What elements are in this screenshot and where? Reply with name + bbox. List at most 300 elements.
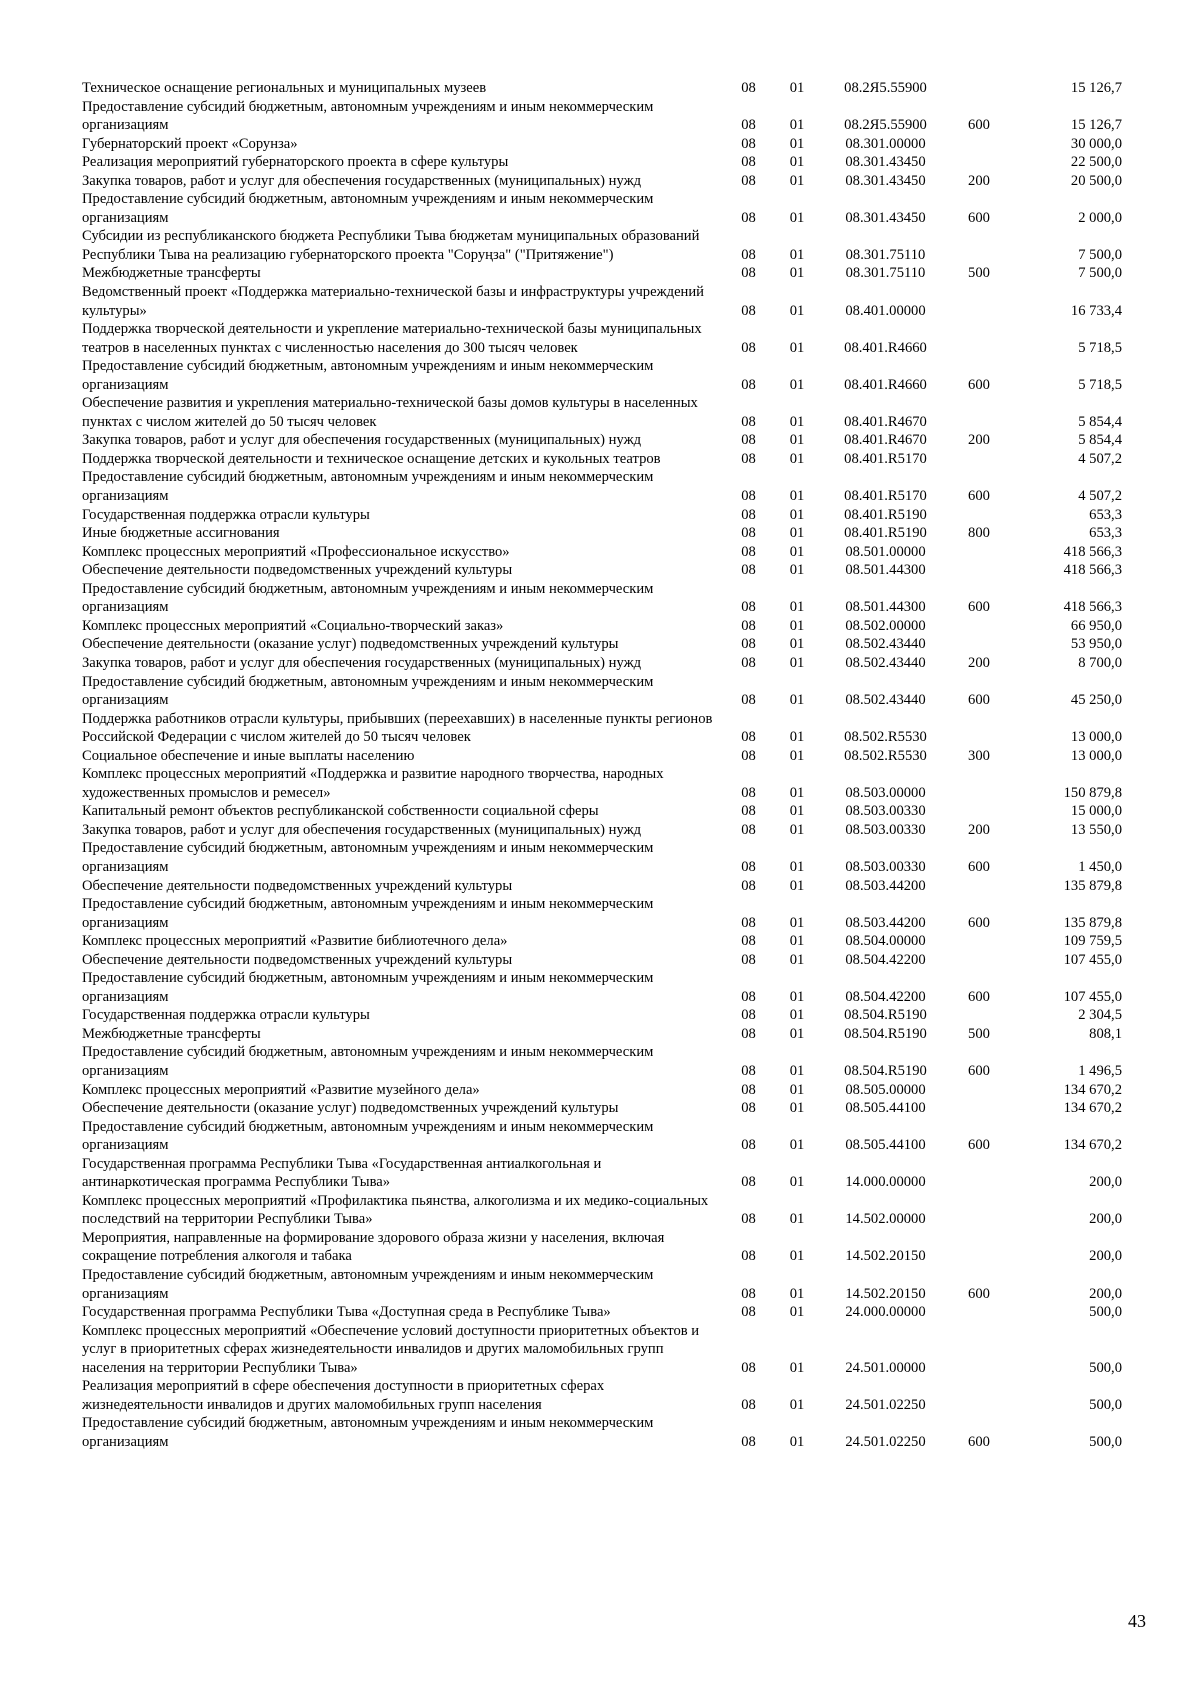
row-section: 08	[741, 172, 756, 189]
row-expense-type: 600	[968, 376, 990, 393]
row-amount: 7 500,0	[1078, 265, 1122, 282]
row-name: Обеспечение развития и укрепления материально-технической базы домов культуры в населенных пунктах с числом жителей до 50 тысяч человек	[82, 395, 698, 430]
table-row	[82, 617, 1122, 636]
table-row	[82, 357, 1122, 394]
row-subsection: 01	[789, 933, 805, 950]
table-row	[82, 580, 1122, 617]
table-row	[82, 153, 1122, 172]
row-name: Предоставление субсидий бюджетным, автономным учреждениям и иным некоммерческим организациям	[82, 191, 654, 226]
row-name: Обеспечение деятельности подведомственных учреждений культуры	[82, 877, 513, 894]
row-expense-type: 600	[968, 1137, 990, 1154]
row-section: 08	[741, 135, 756, 152]
table-row	[82, 1377, 1122, 1414]
row-subsection: 01	[789, 1081, 805, 1098]
row-name: Предоставление субсидий бюджетным, автономным учреждениям и иным некоммерческим организациям	[82, 358, 654, 393]
row-section: 08	[741, 914, 756, 931]
row-name: Государственная программа Республики Тыва «Государственная антиалкогольная и антинаркотическая программа Республики Тыва»	[82, 1155, 602, 1191]
row-target-article: 08.301.43450	[845, 172, 926, 189]
row-amount: 418 566,3	[1063, 543, 1122, 560]
row-target-article: 14.502.20150	[845, 1248, 926, 1265]
row-expense-type	[952, 1377, 1006, 1414]
row-target-article: 08.503.00330	[845, 858, 926, 875]
table-row	[82, 635, 1122, 654]
row-section: 08	[741, 1433, 756, 1450]
table-row	[82, 895, 1122, 932]
table-row	[82, 543, 1122, 562]
row-name: Предоставление субсидий бюджетным, автономным учреждениям и иным некоммерческим организациям	[82, 1118, 654, 1154]
row-amount: 418 566,3	[1063, 599, 1122, 616]
row-subsection: 01	[789, 1285, 805, 1302]
row-amount: 500,0	[1089, 1359, 1122, 1376]
row-section: 08	[741, 729, 756, 746]
row-name: Закупка товаров, работ и услуг для обеспечения государственных (муниципальных) нужд	[82, 432, 642, 449]
row-section: 08	[741, 988, 756, 1005]
table-row	[82, 1025, 1122, 1044]
row-amount: 30 000,0	[1070, 135, 1122, 152]
row-name: Государственная поддержка отрасли культуры	[82, 506, 370, 523]
row-subsection: 01	[789, 1137, 805, 1154]
row-amount: 5 854,4	[1078, 432, 1122, 449]
table-row	[82, 1322, 1122, 1378]
row-expense-type	[952, 394, 1006, 431]
row-amount: 15 126,7	[1070, 80, 1122, 96]
row-subsection: 01	[789, 543, 805, 560]
row-subsection: 01	[789, 154, 805, 171]
row-expense-type	[952, 802, 1006, 821]
row-name: Комплекс процессных мероприятий «Профилактика пьянства, алкоголизма и их медико-социальных последствий на территории Республики Тыва»	[82, 1192, 709, 1228]
row-expense-type	[952, 320, 1006, 357]
row-target-article: 24.501.02250	[845, 1396, 926, 1413]
row-amount: 2 000,0	[1078, 209, 1122, 226]
row-target-article: 24.000.00000	[845, 1304, 926, 1321]
row-name: Социальное обеспечение и иные выплаты населению	[82, 747, 415, 764]
row-subsection: 01	[789, 654, 805, 671]
row-expense-type	[952, 450, 1006, 469]
row-section: 08	[741, 858, 756, 875]
row-name: Межбюджетные трансферты	[82, 265, 261, 282]
row-name: Обеспечение деятельности (оказание услуг) подведомственных учреждений культуры	[82, 1100, 619, 1117]
row-amount: 8 700,0	[1078, 654, 1122, 671]
row-subsection: 01	[789, 506, 805, 523]
row-subsection: 01	[789, 1396, 805, 1413]
row-amount: 22 500,0	[1070, 154, 1122, 171]
row-name: Государственная программа Республики Тыва «Доступная среда в Республике Тыва»	[82, 1304, 611, 1321]
table-row	[82, 932, 1122, 951]
row-section: 08	[741, 117, 756, 134]
row-amount: 53 950,0	[1070, 636, 1122, 653]
table-row	[82, 561, 1122, 580]
row-subsection: 01	[789, 1007, 805, 1024]
row-section: 08	[741, 877, 756, 894]
table-row	[82, 450, 1122, 469]
table-row	[82, 673, 1122, 710]
table-row	[82, 79, 1122, 98]
row-section: 08	[741, 1248, 756, 1265]
row-expense-type	[952, 635, 1006, 654]
table-row	[82, 1118, 1122, 1155]
row-target-article: 08.504.42200	[845, 951, 926, 968]
row-amount: 4 507,2	[1078, 488, 1122, 505]
row-subsection: 01	[789, 172, 805, 189]
row-target-article: 08.503.44200	[845, 877, 926, 894]
row-name: Закупка товаров, работ и услуг для обеспечения государственных (муниципальных) нужд	[82, 654, 642, 671]
row-expense-type: 200	[968, 821, 990, 838]
row-amount: 5 718,5	[1078, 376, 1122, 393]
row-amount: 500,0	[1089, 1396, 1122, 1413]
row-target-article: 08.502.R5530	[844, 729, 927, 746]
row-amount: 200,0	[1089, 1248, 1122, 1265]
row-amount: 15 000,0	[1070, 803, 1122, 820]
row-name: Реализация мероприятий губернаторского проекта в сфере культуры	[82, 154, 509, 171]
row-expense-type	[952, 543, 1006, 562]
table-row	[82, 98, 1122, 135]
row-subsection: 01	[789, 877, 805, 894]
row-subsection: 01	[789, 1248, 805, 1265]
row-name: Субсидии из республиканского бюджета Республики Тыва бюджетам муниципальных образований Республики Тыва на реализацию губернаторского проекта "Соруңза" ("Притяжение")	[82, 228, 700, 263]
row-name: Предоставление субсидий бюджетным, автономным учреждениям и иным некоммерческим организациям	[82, 469, 654, 505]
row-name: Поддержка творческой деятельности и техническое оснащение детских и кукольных театров	[82, 450, 661, 467]
row-section: 08	[741, 1007, 756, 1024]
row-expense-type	[952, 227, 1006, 264]
row-section: 08	[741, 803, 756, 820]
row-subsection: 01	[789, 488, 805, 505]
row-amount: 1 450,0	[1078, 858, 1122, 875]
row-amount: 653,3	[1089, 506, 1122, 523]
row-target-article: 08.504.00000	[845, 933, 926, 950]
row-section: 08	[741, 543, 756, 560]
row-target-article: 08.401.R4660	[844, 339, 927, 356]
row-target-article: 08.501.44300	[845, 562, 926, 579]
row-section: 08	[741, 209, 756, 226]
row-subsection: 01	[789, 265, 805, 282]
row-subsection: 01	[789, 1174, 805, 1191]
row-target-article: 14.502.00000	[845, 1211, 926, 1228]
table-row	[82, 264, 1122, 283]
row-target-article: 08.301.00000	[845, 135, 926, 152]
row-name: Ведомственный проект «Поддержка материально-технической базы и инфраструктуры учреждений культуры»	[82, 284, 704, 319]
row-target-article: 08.301.75110	[845, 246, 926, 263]
row-target-article: 08.301.43450	[845, 154, 926, 171]
table-row	[82, 431, 1122, 450]
row-expense-type: 200	[968, 432, 990, 449]
table-row	[82, 394, 1122, 431]
row-name: Комплекс процессных мероприятий «Поддержка и развитие народного творчества, народных художественных промыслов и ремесел»	[82, 766, 664, 801]
row-expense-type: 600	[968, 209, 990, 226]
table-row	[82, 877, 1122, 896]
row-target-article: 08.501.44300	[845, 599, 926, 616]
row-section: 08	[741, 747, 756, 764]
row-expense-type: 600	[968, 1285, 990, 1302]
row-expense-type	[952, 153, 1006, 172]
table-row	[82, 227, 1122, 264]
row-subsection: 01	[789, 617, 805, 634]
row-name: Губернаторский проект «Сорунза»	[82, 135, 298, 152]
row-name: Комплекс процессных мероприятий «Социально-творческий заказ»	[82, 617, 504, 634]
row-subsection: 01	[789, 858, 805, 875]
row-expense-type	[952, 1192, 1006, 1229]
row-target-article: 08.505.00000	[845, 1081, 926, 1098]
row-section: 08	[741, 1174, 756, 1191]
row-target-article: 08.401.R4670	[844, 432, 927, 449]
row-expense-type: 800	[968, 525, 990, 542]
row-subsection: 01	[789, 636, 805, 653]
row-subsection: 01	[789, 413, 805, 430]
table-row	[82, 821, 1122, 840]
row-expense-type	[952, 710, 1006, 747]
budget-table-body	[82, 79, 1122, 1451]
row-amount: 107 455,0	[1063, 988, 1122, 1005]
row-expense-type: 200	[968, 172, 990, 189]
row-expense-type: 600	[968, 1062, 990, 1079]
row-target-article: 08.401.00000	[845, 302, 926, 319]
table-row	[82, 710, 1122, 747]
row-amount: 66 950,0	[1070, 617, 1122, 634]
row-amount: 15 126,7	[1070, 117, 1122, 134]
row-target-article: 08.503.44200	[845, 914, 926, 931]
row-expense-type	[952, 1322, 1006, 1378]
row-target-article: 08.301.43450	[845, 209, 926, 226]
row-target-article: 08.505.44100	[845, 1137, 926, 1154]
table-row	[82, 1006, 1122, 1025]
row-expense-type: 600	[968, 692, 990, 709]
row-amount: 13 000,0	[1070, 747, 1122, 764]
row-subsection: 01	[789, 209, 805, 226]
row-section: 08	[741, 432, 756, 449]
row-amount: 7 500,0	[1078, 246, 1122, 263]
row-expense-type	[952, 1081, 1006, 1100]
row-target-article: 08.502.43440	[845, 636, 926, 653]
row-name: Закупка товаров, работ и услуг для обеспечения государственных (муниципальных) нужд	[82, 172, 642, 189]
table-row	[82, 1043, 1122, 1080]
row-amount: 135 879,8	[1063, 877, 1122, 894]
table-row	[82, 1303, 1122, 1322]
row-section: 08	[741, 376, 756, 393]
row-amount: 16 733,4	[1070, 302, 1122, 319]
row-name: Поддержка работников отрасли культуры, прибывших (переехавших) в населенные пункты регионов Российской Федерации с числом жителей до 50 тысяч человек	[82, 710, 713, 746]
row-name: Комплекс процессных мероприятий «Развитие библиотечного дела»	[82, 933, 508, 950]
row-name: Комплекс процессных мероприятий «Профессиональное искусство»	[82, 543, 510, 560]
row-name: Закупка товаров, работ и услуг для обеспечения государственных (муниципальных) нужд	[82, 821, 642, 838]
row-name: Обеспечение деятельности подведомственных учреждений культуры	[82, 951, 513, 968]
row-subsection: 01	[789, 246, 805, 263]
row-section: 08	[741, 636, 756, 653]
row-subsection: 01	[789, 729, 805, 746]
table-row	[82, 802, 1122, 821]
table-row	[82, 524, 1122, 543]
row-expense-type	[952, 617, 1006, 636]
row-target-article: 08.401.R5170	[844, 488, 927, 505]
row-amount: 13 000,0	[1070, 729, 1122, 746]
row-amount: 5 718,5	[1078, 339, 1122, 356]
row-target-article: 24.501.02250	[845, 1433, 926, 1450]
row-section: 08	[741, 617, 756, 634]
table-row	[82, 747, 1122, 766]
row-name: Предоставление субсидий бюджетным, автономным учреждениям и иным некоммерческим организациям	[82, 1044, 654, 1079]
row-name: Предоставление субсидий бюджетным, автономным учреждениям и иным некоммерческим организациям	[82, 1267, 654, 1302]
row-name: Техническое оснащение региональных и муниципальных музеев	[82, 80, 487, 96]
row-amount: 808,1	[1089, 1025, 1122, 1042]
row-expense-type: 300	[968, 747, 990, 764]
row-amount: 150 879,8	[1063, 784, 1122, 801]
row-subsection: 01	[789, 1304, 805, 1321]
row-section: 08	[741, 654, 756, 671]
page-number: 43	[1128, 1611, 1146, 1631]
row-name: Предоставление субсидий бюджетным, автономным учреждениям и иным некоммерческим организациям	[82, 98, 654, 134]
row-expense-type: 500	[968, 265, 990, 282]
row-subsection: 01	[789, 339, 805, 356]
row-name: Предоставление субсидий бюджетным, автономным учреждениям и иным некоммерческим организациям	[82, 580, 654, 616]
row-amount: 653,3	[1089, 525, 1122, 542]
row-expense-type	[952, 561, 1006, 580]
row-name: Комплекс процессных мероприятий «Обеспечение условий доступности приоритетных объектов и услуг в приоритетных сферах жизнедеятельности инвалидов и других маломобильных групп населения на территории Республики Тыва»	[82, 1322, 700, 1376]
row-amount: 4 507,2	[1078, 450, 1122, 467]
row-name: Реализация мероприятий в сфере обеспечения доступности в приоритетных сферах жизнедеятельности инвалидов и других маломобильных групп населения	[82, 1378, 605, 1413]
row-amount: 134 670,2	[1063, 1081, 1122, 1098]
row-subsection: 01	[789, 562, 805, 579]
row-section: 08	[741, 1396, 756, 1413]
table-row	[82, 1155, 1122, 1192]
row-name: Поддержка творческой деятельности и укрепление материально-технической базы муниципальных театров в населенных пунктах с численностью населения до 300 тысяч человек	[82, 321, 702, 356]
row-subsection: 01	[789, 821, 805, 838]
row-subsection: 01	[789, 988, 805, 1005]
row-subsection: 01	[789, 80, 805, 96]
row-expense-type	[952, 1229, 1006, 1266]
budget-document	[82, 79, 1122, 1451]
row-target-article: 08.504.R5190	[844, 1062, 927, 1079]
row-target-article: 08.401.R5170	[844, 450, 927, 467]
row-amount: 1 496,5	[1078, 1062, 1122, 1079]
row-expense-type: 600	[968, 858, 990, 875]
row-expense-type	[952, 506, 1006, 525]
table-row	[82, 1192, 1122, 1229]
row-name: Комплекс процессных мероприятий «Развитие музейного дела»	[82, 1081, 480, 1098]
table-row	[82, 969, 1122, 1006]
row-amount: 134 670,2	[1063, 1100, 1122, 1117]
row-target-article: 08.2Я5.55900	[844, 117, 927, 134]
row-target-article: 08.401.R5190	[844, 506, 927, 523]
row-target-article: 08.504.42200	[845, 988, 926, 1005]
row-subsection: 01	[789, 1211, 805, 1228]
row-name: Мероприятия, направленные на формирование здорового образа жизни у населения, включая сокращение потребления алкоголя и табака	[82, 1229, 665, 1265]
row-section: 08	[741, 413, 756, 430]
row-target-article: 08.401.R5190	[844, 525, 927, 542]
row-target-article: 08.502.R5530	[844, 747, 927, 764]
row-target-article: 08.502.43440	[845, 692, 926, 709]
row-amount: 2 304,5	[1078, 1007, 1122, 1024]
table-row	[82, 135, 1122, 154]
row-name: Межбюджетные трансферты	[82, 1025, 261, 1042]
row-expense-type	[952, 932, 1006, 951]
row-amount: 134 670,2	[1063, 1137, 1122, 1154]
table-row	[82, 1229, 1122, 1266]
row-amount: 45 250,0	[1070, 692, 1122, 709]
table-row	[82, 506, 1122, 525]
row-subsection: 01	[789, 1062, 805, 1079]
row-section: 08	[741, 246, 756, 263]
row-target-article: 08.504.R5190	[844, 1007, 927, 1024]
row-subsection: 01	[789, 376, 805, 393]
row-expense-type	[952, 1006, 1006, 1025]
row-target-article: 08.502.43440	[845, 654, 926, 671]
row-subsection: 01	[789, 1433, 805, 1450]
row-expense-type: 600	[968, 488, 990, 505]
row-subsection: 01	[789, 951, 805, 968]
row-target-article: 08.2Я5.55900	[844, 80, 927, 96]
row-section: 08	[741, 1359, 756, 1376]
row-section: 08	[741, 525, 756, 542]
row-expense-type: 600	[968, 914, 990, 931]
row-subsection: 01	[789, 450, 805, 467]
table-row	[82, 172, 1122, 191]
row-name: Обеспечение деятельности (оказание услуг) подведомственных учреждений культуры	[82, 636, 619, 653]
row-amount: 20 500,0	[1070, 172, 1122, 189]
row-subsection: 01	[789, 692, 805, 709]
row-name: Предоставление субсидий бюджетным, автономным учреждениям и иным некоммерческим организациям	[82, 1415, 654, 1450]
row-amount: 13 550,0	[1070, 821, 1122, 838]
row-section: 08	[741, 506, 756, 523]
row-target-article: 08.401.R4660	[844, 376, 927, 393]
row-section: 08	[741, 339, 756, 356]
row-name: Иные бюджетные ассигнования	[82, 525, 280, 542]
row-subsection: 01	[789, 747, 805, 764]
row-section: 08	[741, 692, 756, 709]
row-target-article: 08.504.R5190	[844, 1025, 927, 1042]
row-expense-type: 600	[968, 117, 990, 134]
row-expense-type: 500	[968, 1025, 990, 1042]
row-amount: 135 879,8	[1063, 914, 1122, 931]
row-subsection: 01	[789, 599, 805, 616]
row-section: 08	[741, 933, 756, 950]
row-amount: 5 854,4	[1078, 413, 1122, 430]
row-section: 08	[741, 488, 756, 505]
row-target-article: 08.401.R4670	[844, 413, 927, 430]
row-target-article: 08.301.75110	[845, 265, 926, 282]
row-target-article: 08.501.00000	[845, 543, 926, 560]
row-section: 08	[741, 1304, 756, 1321]
row-section: 08	[741, 1100, 756, 1117]
row-subsection: 01	[789, 432, 805, 449]
row-name: Обеспечение деятельности подведомственных учреждений культуры	[82, 562, 513, 579]
row-expense-type	[952, 283, 1006, 320]
row-expense-type: 600	[968, 599, 990, 616]
row-target-article: 08.502.00000	[845, 617, 926, 634]
row-name: Предоставление субсидий бюджетным, автономным учреждениям и иным некоммерческим организациям	[82, 896, 654, 931]
row-target-article: 14.502.20150	[845, 1285, 926, 1302]
row-amount: 200,0	[1089, 1211, 1122, 1228]
table-row	[82, 320, 1122, 357]
row-section: 08	[741, 154, 756, 171]
row-name: Предоставление субсидий бюджетным, автономным учреждениям и иным некоммерческим организациям	[82, 673, 654, 709]
row-section: 08	[741, 265, 756, 282]
table-row	[82, 839, 1122, 876]
row-amount: 418 566,3	[1063, 562, 1122, 579]
row-section: 08	[741, 80, 756, 96]
row-target-article: 08.505.44100	[845, 1100, 926, 1117]
row-expense-type	[952, 1303, 1006, 1322]
table-row	[82, 1414, 1122, 1451]
row-target-article: 14.000.00000	[845, 1174, 926, 1191]
row-expense-type	[952, 79, 1006, 98]
row-subsection: 01	[789, 914, 805, 931]
table-row	[82, 765, 1122, 802]
row-section: 08	[741, 1062, 756, 1079]
row-expense-type: 200	[968, 654, 990, 671]
row-section: 08	[741, 599, 756, 616]
row-name: Государственная поддержка отрасли культуры	[82, 1007, 370, 1024]
row-amount: 107 455,0	[1063, 951, 1122, 968]
row-subsection: 01	[789, 1100, 805, 1117]
row-subsection: 01	[789, 525, 805, 542]
